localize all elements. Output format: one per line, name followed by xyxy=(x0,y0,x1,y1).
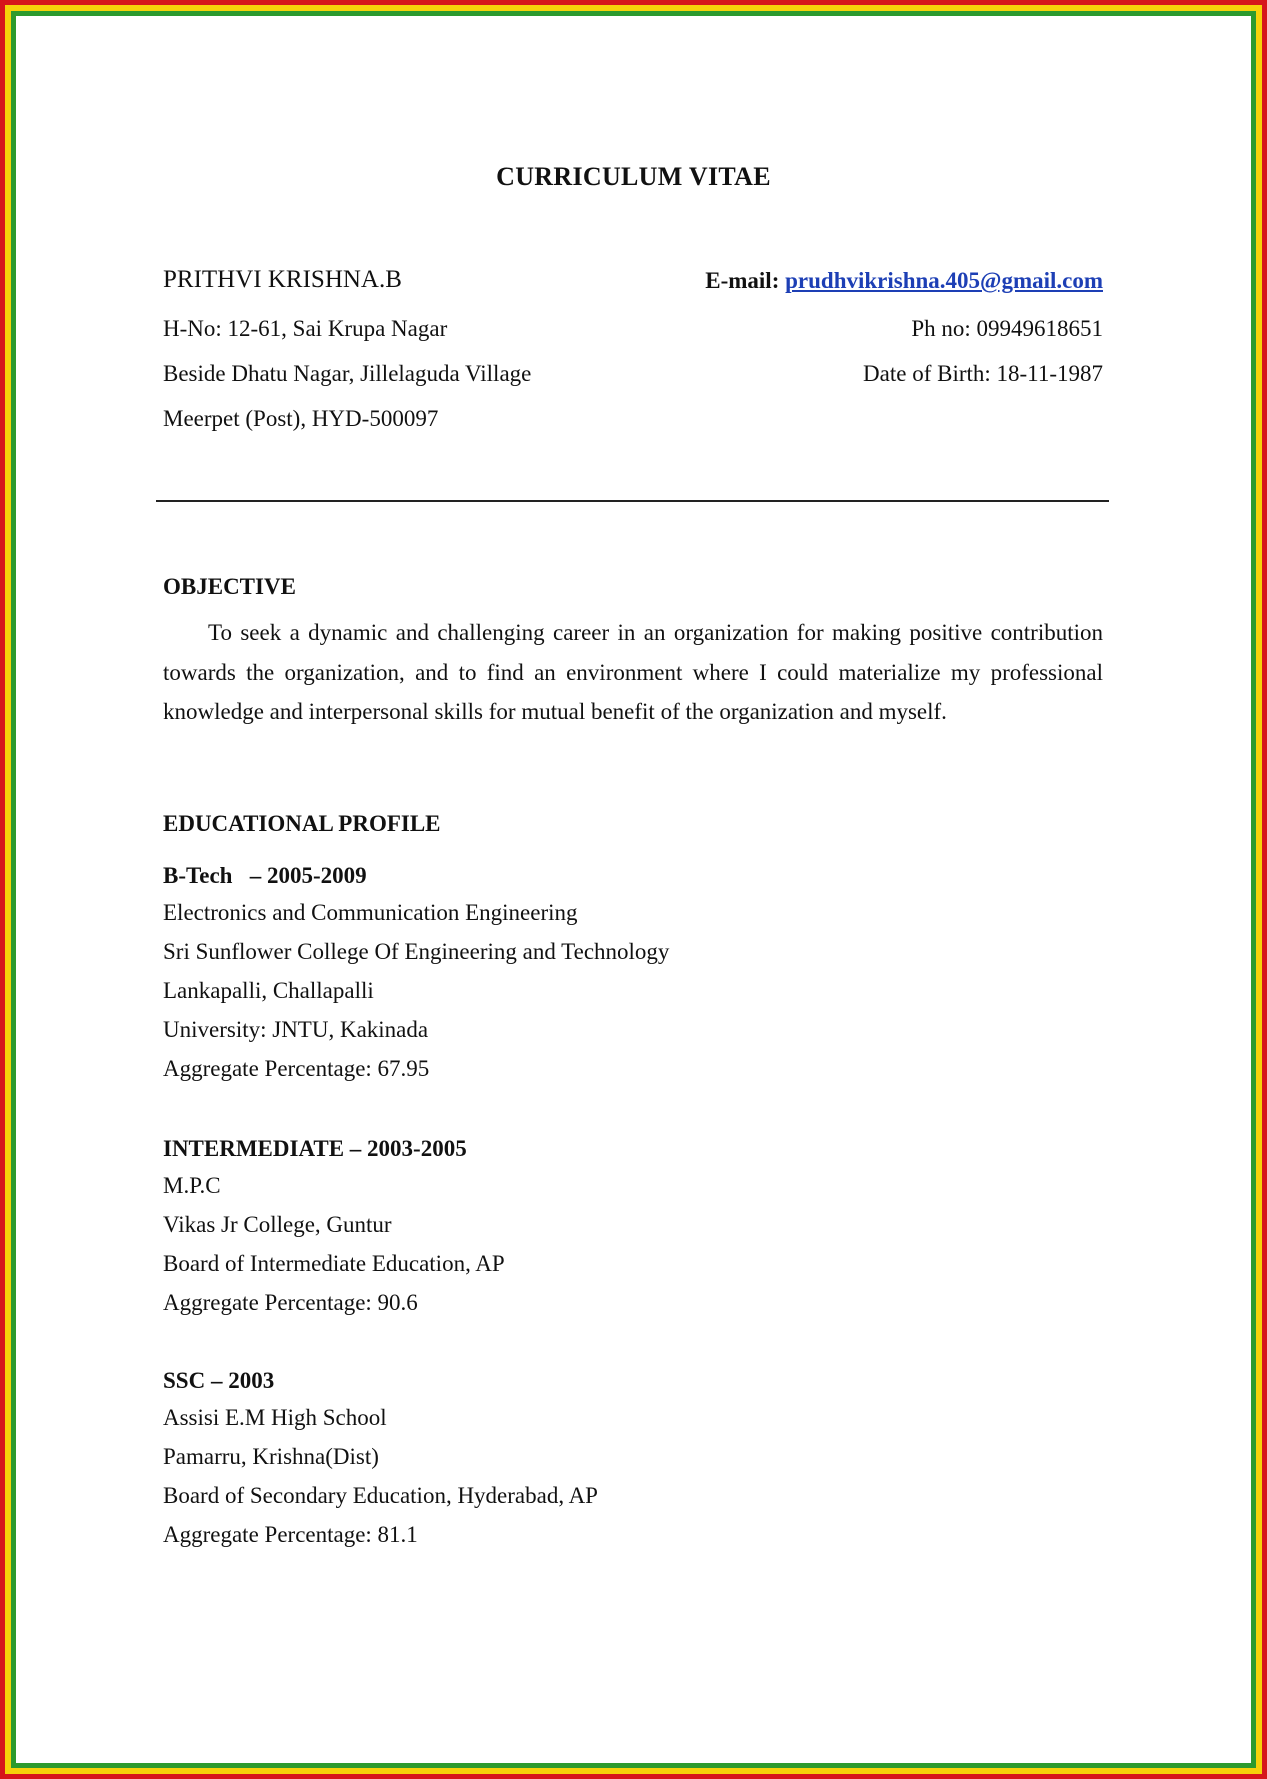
intermediate-title: INTERMEDIATE – 2003-2005 xyxy=(163,1136,467,1161)
list-item: Pamarru, Krishna(Dist) xyxy=(163,1444,379,1469)
list-item: Aggregate Percentage: 67.95 xyxy=(163,1056,430,1081)
list-item: Aggregate Percentage: 90.6 xyxy=(163,1290,418,1315)
email-link[interactable]: prudhvikrishna.405@gmail.com xyxy=(785,268,1103,293)
btech-title: B-Tech – 2005-2009 xyxy=(163,863,367,888)
list-item: Board of Intermediate Education, AP xyxy=(163,1251,505,1276)
list-item: Sri Sunflower College Of Engineering and Technology xyxy=(163,939,670,964)
list-item: Board of Secondary Education, Hyderabad, AP xyxy=(163,1483,598,1508)
list-item: Assisi E.M High School xyxy=(163,1405,387,1430)
list-item: M.P.C xyxy=(163,1173,221,1198)
list-item: Electronics and Communication Engineering xyxy=(163,900,578,925)
address-line-3: Meerpet (Post), HYD-500097 xyxy=(163,406,439,431)
list-item: Vikas Jr College, Guntur xyxy=(163,1212,392,1237)
btech-details xyxy=(163,893,669,1088)
date-of-birth: Date of Birth: 18-11-1987 xyxy=(863,361,1103,386)
document-title: CURRICULUM VITAE xyxy=(496,162,771,191)
address-line-1: H-No: 12-61, Sai Krupa Nagar xyxy=(163,316,448,341)
list-item: University: JNTU, Kakinada xyxy=(163,1017,429,1042)
email-label: E-mail: xyxy=(705,268,780,293)
objective-text: To seek a dynamic and challenging career in an organization for making positive contribution towards the organization, and to find an environment where I could materialize my professional knowledge and interpersonal skills for mutual benefit of the organization and myself. xyxy=(163,620,1103,724)
candidate-name: PRITHVI KRISHNA.B xyxy=(163,266,402,293)
education-heading: EDUCATIONAL PROFILE xyxy=(163,811,441,836)
ssc-title: SSC – 2003 xyxy=(163,1368,275,1393)
phone-number: Ph no: 09949618651 xyxy=(911,316,1103,341)
horizontal-divider xyxy=(156,500,1109,502)
intermediate-details xyxy=(163,1166,505,1322)
objective-heading: OBJECTIVE xyxy=(163,574,296,599)
ssc-details xyxy=(163,1398,598,1554)
email-block xyxy=(705,267,1103,295)
address-line-2: Beside Dhatu Nagar, Jillelaguda Village xyxy=(163,361,532,386)
list-item: Lankapalli, Challapalli xyxy=(163,978,374,1003)
list-item: Aggregate Percentage: 81.1 xyxy=(163,1522,418,1547)
